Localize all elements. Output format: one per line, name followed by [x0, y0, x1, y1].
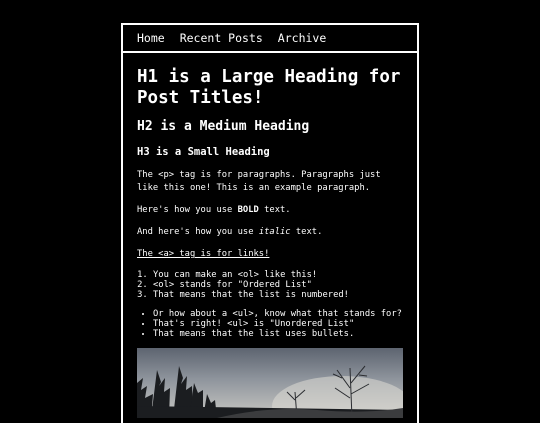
paragraph-bold-after: text.: [258, 205, 291, 215]
paragraph-italic-after: text.: [290, 227, 323, 237]
list-item: 2. <ol> stands for "Ordered List": [153, 280, 403, 290]
paragraph-bold: [137, 204, 403, 217]
paragraph-intro: The <p> tag is for paragraphs. Paragraphs just like this one! This is an example paragraph.: [137, 170, 381, 193]
italic-text: italic: [258, 227, 291, 237]
heading-h3: H3 is a Small Heading: [137, 146, 270, 158]
list-item: • Or how about a <ul>, know what that stands for?: [153, 309, 403, 319]
list-item: • That's right! <ul> is "Unordered List": [153, 319, 403, 329]
unordered-list: [137, 309, 403, 339]
paragraph-italic: [137, 226, 403, 239]
paragraph-italic-before: And here's how you use: [137, 227, 259, 237]
ordered-list: [137, 270, 403, 300]
top-nav: [123, 25, 417, 53]
list-item: 3. That means that the list is numbered!: [153, 290, 403, 300]
nav-link-archive[interactable]: Archive: [277, 31, 327, 45]
paragraph-bold-before: Here's how you use: [137, 205, 238, 215]
heading-h2: H2 is a Medium Heading: [137, 119, 310, 134]
list-item: • That means that the list uses bullets.: [153, 329, 403, 339]
nav-link-home[interactable]: Home: [137, 31, 165, 45]
paragraph-link: [137, 248, 403, 261]
example-link[interactable]: The <a> tag is for links!: [137, 249, 270, 259]
nav-link-recent-posts[interactable]: Recent Posts: [179, 31, 263, 45]
bold-text: BOLD: [237, 205, 259, 215]
post-title-h1: H1 is a Large Heading for Post Titles!: [137, 67, 401, 108]
post-content: [123, 53, 417, 418]
list-item: 1. You can make an <ol> like this!: [153, 270, 403, 280]
page-frame: [121, 23, 419, 423]
post-image: [137, 348, 403, 418]
